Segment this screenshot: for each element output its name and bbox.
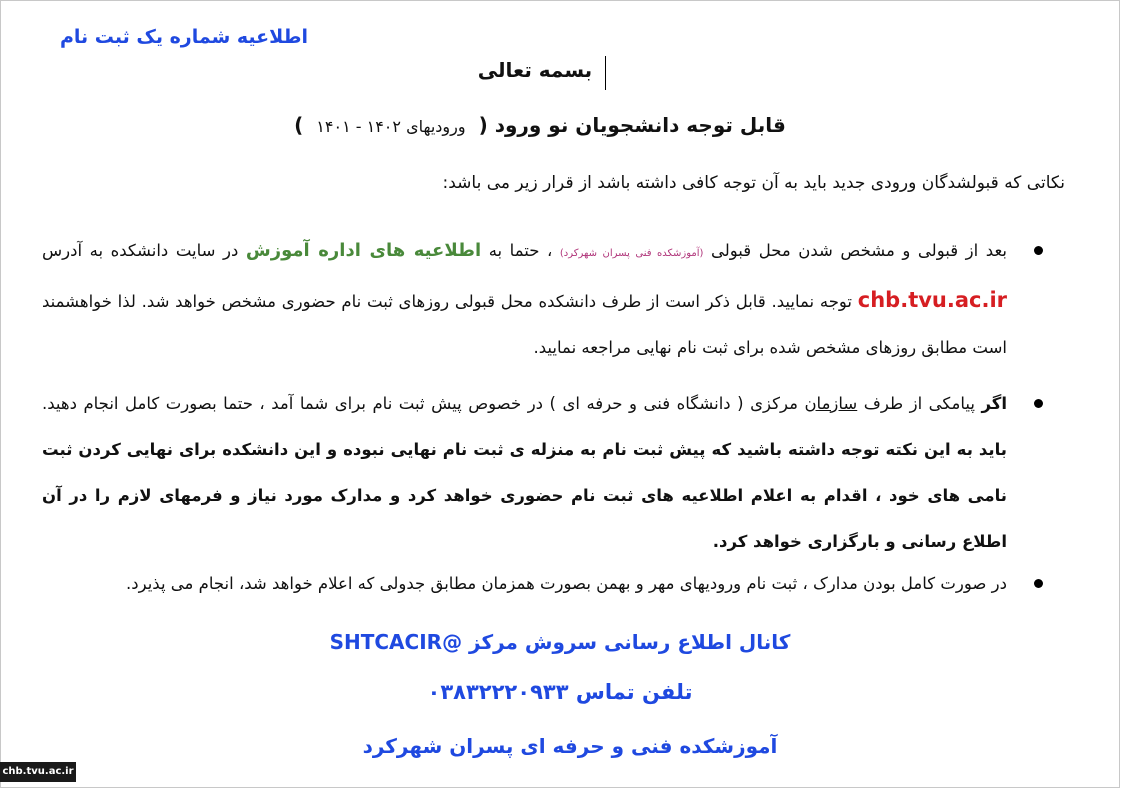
headline-main: قابل توجه دانشجویان نو ورود [494,113,786,137]
note1-part3: در سایت دانشکده به آدرس [42,241,239,260]
bullet-dot-icon [1034,246,1043,255]
bullet-dot-icon [1034,399,1043,408]
note2-part1: پیامکی از طرف [863,394,975,413]
note1-part4: توجه نمایید. قابل ذکر است از طرف دانشکده محل قبولی روزهای ثبت نام حضوری مشخص خواهد شد. لذا خواهشمند است مطابق روزهای مشخص شده برای ثبت نام نهایی مراجعه نمایید. [42,292,1007,357]
bullet-dot-icon [1034,579,1043,588]
note2-bold-part: باید به این نکته توجه داشته باشید که پیش ثبت نام به منزله ی ثبت نام نهایی نبوده و این دانشکده برای نهایی کردن ثبت نامی های خود ، اقدام به اعلام اطلاعیه های ثبت نام حضوری خواهد کرد و مدارک مورد نیاز و فرمهای لازم را در آن اطلاع رسانی و بارگزاری خواهد کرد. [42,440,1007,551]
school-name: آموزشکده فنی و حرفه ای پسران شهرکرد [362,734,778,758]
headline-open-paren: ( [478,113,488,137]
text-cursor [605,56,606,90]
headline-close-paren: ) [294,113,304,137]
note1-college-note: (آموزشکده فنی پسران شهرکرد) [559,248,704,259]
contact-phone: تلفن تماس ۰۳۸۳۲۲۲۰۹۳۳ [427,680,693,704]
notes-list [42,228,1065,603]
soroush-channel: کانال اطلاع رسانی سروش مرکز @SHTCACIR [329,630,791,654]
note1-part2: ، حتما به [488,241,553,260]
note3-text: در صورت کامل بودن مدارک ، ثبت نام ورودیهای مهر و بهمن بصورت همزمان مطابق جدولی که اعلام خواهد شد، انجام می پذیرد. [126,574,1007,593]
headline-years: ورودیهای ۱۴۰۲ - ۱۴۰۱ [316,117,466,136]
note1-highlight: اطلاعیه های اداره آموزش [245,240,482,261]
basmala-heading: بسمه تعالی [477,58,593,82]
intro-text: نکاتی که قبولشدگان ورودی جدید باید به آن توجه کافی داشته باشد از قرار زیر می باشد: [442,173,1065,193]
note-item-1 [42,228,1065,371]
note1-part1: بعد از قبولی و مشخص شدن محل قبولی [710,241,1007,260]
note2-underlined: سازمان [804,394,858,413]
headline [260,113,820,137]
note2-lead: اگر [981,394,1008,413]
note2-part2: مرکزی ( دانشگاه فنی و حرفه ای ) در خصوص پیش ثبت نام برای شما آمد ، حتما بصورت کامل انجام دهید. [42,394,798,413]
website-link[interactable]: chb.tvu.ac.ir [857,288,1007,312]
note-item-2 [42,381,1065,565]
site-watermark: chb.tvu.ac.ir [0,762,76,782]
announcement-title: اطلاعیه شماره یک ثبت نام [59,26,308,48]
note-item-3 [42,569,1065,599]
